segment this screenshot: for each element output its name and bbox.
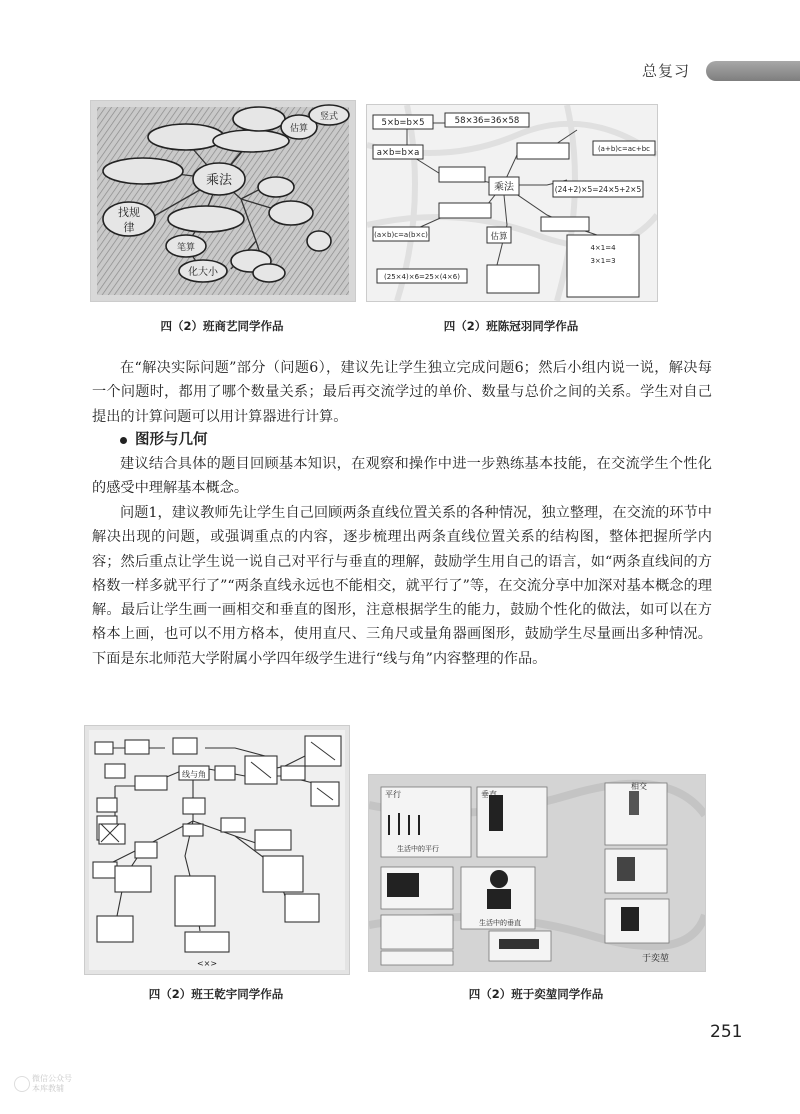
svg-text:(25×4)×6=25×(4×6): (25×4)×6=25×(4×6) xyxy=(384,273,460,281)
figure-caption: 四（2）班于奕堃同学作品 xyxy=(468,987,604,1001)
svg-text:律: 律 xyxy=(123,221,135,234)
svg-text:a×b=b×a: a×b=b×a xyxy=(376,148,420,158)
center-node-label: 乘法 xyxy=(494,182,514,193)
svg-text:58×36=36×58: 58×36=36×58 xyxy=(454,116,520,126)
svg-text:平行: 平行 xyxy=(385,790,401,799)
svg-text:生活中的平行: 生活中的平行 xyxy=(397,845,439,853)
svg-text:相交: 相交 xyxy=(631,782,647,791)
figure-top-right xyxy=(366,104,658,302)
figure-bottom-right xyxy=(368,774,706,972)
section-title: 总复习 xyxy=(642,62,691,80)
center-node-label: 乘法 xyxy=(205,173,233,188)
page-number: 251 xyxy=(710,1022,743,1042)
svg-text:化大小: 化大小 xyxy=(188,267,218,278)
figure-bottom-left xyxy=(84,725,350,975)
svg-text:垂直: 垂直 xyxy=(481,790,497,799)
svg-text:估算: 估算 xyxy=(490,232,508,242)
mindmap-pencil-drawing xyxy=(91,101,355,301)
center-node-label: 线与角 xyxy=(182,770,206,779)
figure-caption: 四（2）班商艺同学作品 xyxy=(160,319,284,333)
svg-text:<×>: <×> xyxy=(196,959,218,968)
illustrated-examples-drawing xyxy=(369,775,705,971)
svg-text:笔算: 笔算 xyxy=(176,243,196,253)
watermark-logo-icon xyxy=(14,1076,30,1092)
mindmap-paper-drawing xyxy=(367,105,657,301)
svg-text:3×1=3: 3×1=3 xyxy=(590,257,616,265)
bullet-icon xyxy=(120,437,127,444)
svg-text:竖式: 竖式 xyxy=(319,112,339,122)
bullet-heading: 图形与几何 xyxy=(120,428,208,449)
svg-text:(a+b)c=ac+bc: (a+b)c=ac+bc xyxy=(597,145,651,153)
svg-text:找规: 找规 xyxy=(118,206,140,219)
svg-text:估算: 估算 xyxy=(289,124,309,134)
body-paragraph-2: 建议结合具体的题目回顾基本知识，在观察和操作中进一步熟练基本技能，在交流学生个性化的感受中理解基本概念。 xyxy=(92,456,712,497)
structure-diagram-drawing xyxy=(85,726,349,974)
svg-text:4×1=4: 4×1=4 xyxy=(590,244,616,252)
figure-caption: 四（2）班王乾宇同学作品 xyxy=(148,987,284,1001)
figure-top-left xyxy=(90,100,356,302)
body-paragraph-1: 在“解决实际问题”部分（问题6），建议先让学生独立完成问题6；然后小组内说一说，解决每一个问题时，都用了哪个数量关系；最后再交流学过的单价、数量与总价之间的关系。学生对自己提出的计算问题可以用计算器进行计算。 xyxy=(92,360,712,425)
svg-text:(a×b)c=a(b×c): (a×b)c=a(b×c) xyxy=(374,231,428,239)
figure-caption: 四（2）班陈冠羽同学作品 xyxy=(443,319,579,333)
signature: 于奕堃 xyxy=(641,954,669,964)
svg-text:5×b=b×5: 5×b=b×5 xyxy=(381,118,425,128)
watermark: 微信公众号 本库教辅 xyxy=(32,1074,72,1093)
header-tab-decoration xyxy=(706,61,800,81)
body-paragraph-3: 问题1，建议教师先让学生自己回顾两条直线位置关系的各种情况，独立整理，在交流的环节中解决出现的问题，或强调重点的内容，逐步梳理出两条直线位置关系的结构图，整体把握所学内容；然后重点让学生说一说自己对平行与垂直的理解，鼓励学生用自己的语言，如“两条直线间的方格数一样多就平行了”“两条直线永远也不能相交，就平行了”等，在交流分享中加深对基本概念的理解。最后让学生画一画相交和垂直的图形，注意根据学生的能力，鼓励个性化的做法，如可以在方格本上画，也可以不用方格本，使用直尺、三角尺或量角器画图形，鼓励学生尽量画出多种情况。下面是东北师范大学附属小学四年级学生进行“线与角”内容整理的作品。 xyxy=(92,505,712,667)
svg-text:生活中的垂直: 生活中的垂直 xyxy=(479,919,521,927)
svg-text:(24+2)×5=24×5+2×5: (24+2)×5=24×5+2×5 xyxy=(554,185,642,194)
